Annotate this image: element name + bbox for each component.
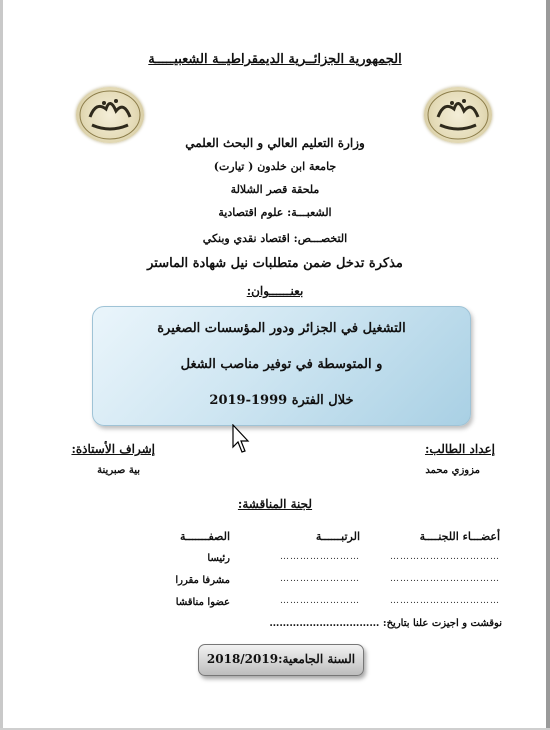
branch-line: الشعبـــة: علوم اقتصادية (218, 206, 332, 219)
student-name: مزوزي محمد (425, 465, 480, 476)
col-role-header: الصفـــــــة (180, 530, 230, 543)
ibn-khaldoun-seal-icon (424, 87, 492, 143)
thesis-title-box (92, 306, 471, 426)
student-label: إعداد الطالب: (424, 442, 495, 456)
title-line-2: و المتوسطة في توفير مناصب الشغل (180, 357, 383, 372)
ministry-line: وزارة التعليم العالي و البحث العلمي (185, 136, 365, 150)
supervisor-label: إشراف الأستاذة: (71, 442, 155, 456)
role-field: رئيسا (207, 553, 230, 564)
academic-year-text: السنة الجامعية:2018/2019 (206, 652, 356, 666)
rank-field: …………………… (280, 574, 360, 584)
university-seal-left (76, 87, 144, 143)
committee-label: لجنة المناقشة: (237, 497, 313, 511)
university-line: جامعة ابن خلدون ( تيارت) (213, 160, 337, 173)
member-field: …………………………… (390, 552, 500, 562)
supervisor-name: بية صبرينة (97, 465, 140, 476)
specialty-line: التخصـــص: اقتصاد نقدي وبنكي (202, 232, 348, 245)
member-field: …………………………… (390, 596, 500, 606)
defense-date-line: نوقشت و أجيزت علنا بتاريخ: …………………………… (269, 618, 502, 629)
role-field: مشرفا مقررا (175, 575, 230, 586)
title-line-1: التشغيل في الجزائر ودور المؤسسات الصغيرة (157, 321, 406, 336)
role-field: عضوا مناقشا (175, 597, 230, 608)
title-line-3: خلال الفترة 1999-2019 (209, 393, 354, 408)
col-members-header: أعضـــاء اللجنــــة (419, 530, 500, 543)
rank-field: …………………… (280, 596, 360, 606)
mouse-cursor-icon (232, 424, 252, 454)
page-border-right (546, 0, 550, 730)
republic-heading: الجمهورية الجزائــرية الديمقراطيــة الشعبيـــــة (148, 52, 402, 67)
rank-field: …………………… (280, 552, 360, 562)
academic-year-box (198, 644, 364, 676)
ibn-khaldoun-seal-icon (76, 87, 144, 143)
title-label: بعنــــــوان: (246, 284, 304, 298)
annex-line: ملحقة قصر الشلالة (230, 183, 320, 196)
thesis-line: مذكرة تدخل ضمن متطلبات نيل شهادة الماستر (147, 256, 403, 271)
member-field: …………………………… (390, 574, 500, 584)
col-rank-header: الرتبــــــة (315, 530, 360, 543)
page-border-left (0, 0, 3, 730)
university-seal-right (424, 87, 492, 143)
